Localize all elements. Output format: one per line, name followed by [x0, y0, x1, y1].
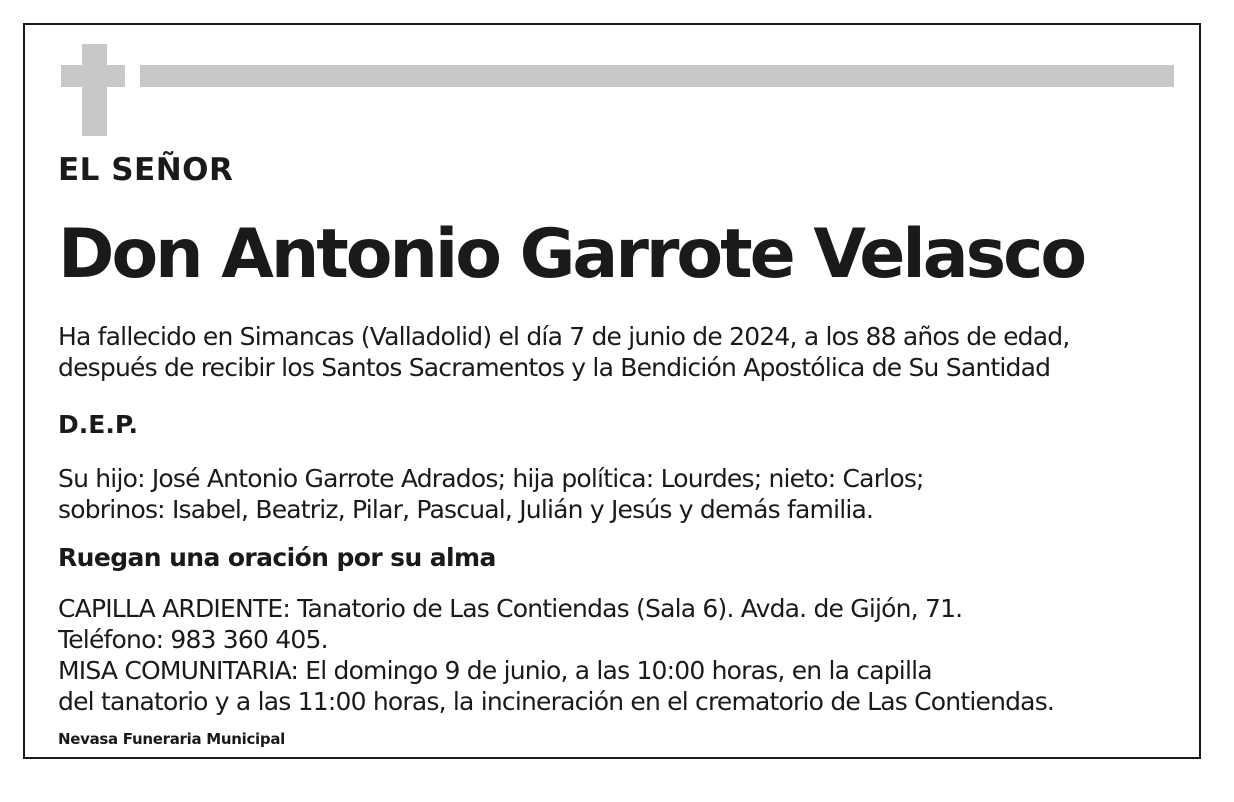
death-announcement: [58, 321, 1069, 383]
family-line: Su hijo: José Antonio Garrote Adrados; hija política: Lourdes; nieto: Carlos;: [58, 464, 924, 493]
prayer-request: Ruegan una oración por su alma: [58, 543, 496, 572]
family-list: [58, 463, 924, 525]
dep-label: D.E.P.: [58, 410, 139, 439]
service-details: [58, 593, 1054, 717]
service-line: MISA COMUNITARIA: El domingo 9 de junio, a las 10:00 horas, en la capilla: [58, 656, 932, 685]
service-line: Teléfono: 983 360 405.: [58, 625, 328, 654]
deceased-name: Don Antonio Garrote Velasco: [58, 215, 1085, 294]
death-line: Ha fallecido en Simancas (Valladolid) el día 7 de junio de 2024, a los 88 años de edad,: [58, 322, 1070, 351]
death-line: después de recibir los Santos Sacramentos y la Bendición Apostólica de Su Santidad: [58, 353, 1051, 382]
family-line: sobrinos: Isabel, Beatriz, Pilar, Pascual, Julián y Jesús y demás familia.: [58, 495, 874, 524]
funeral-home: Nevasa Funeraria Municipal: [58, 730, 285, 748]
honorific: EL SEÑOR: [58, 152, 234, 188]
cross-vertical-bar: [82, 44, 107, 136]
service-line: CAPILLA ARDIENTE: Tanatorio de Las Contiendas (Sala 6). Avda. de Gijón, 71.: [58, 594, 963, 623]
service-line: del tanatorio y a las 11:00 horas, la incineración en el crematorio de Las Contiendas.: [58, 687, 1055, 716]
cross-horizontal-bar: [61, 65, 125, 87]
header-rule: [140, 65, 1174, 87]
